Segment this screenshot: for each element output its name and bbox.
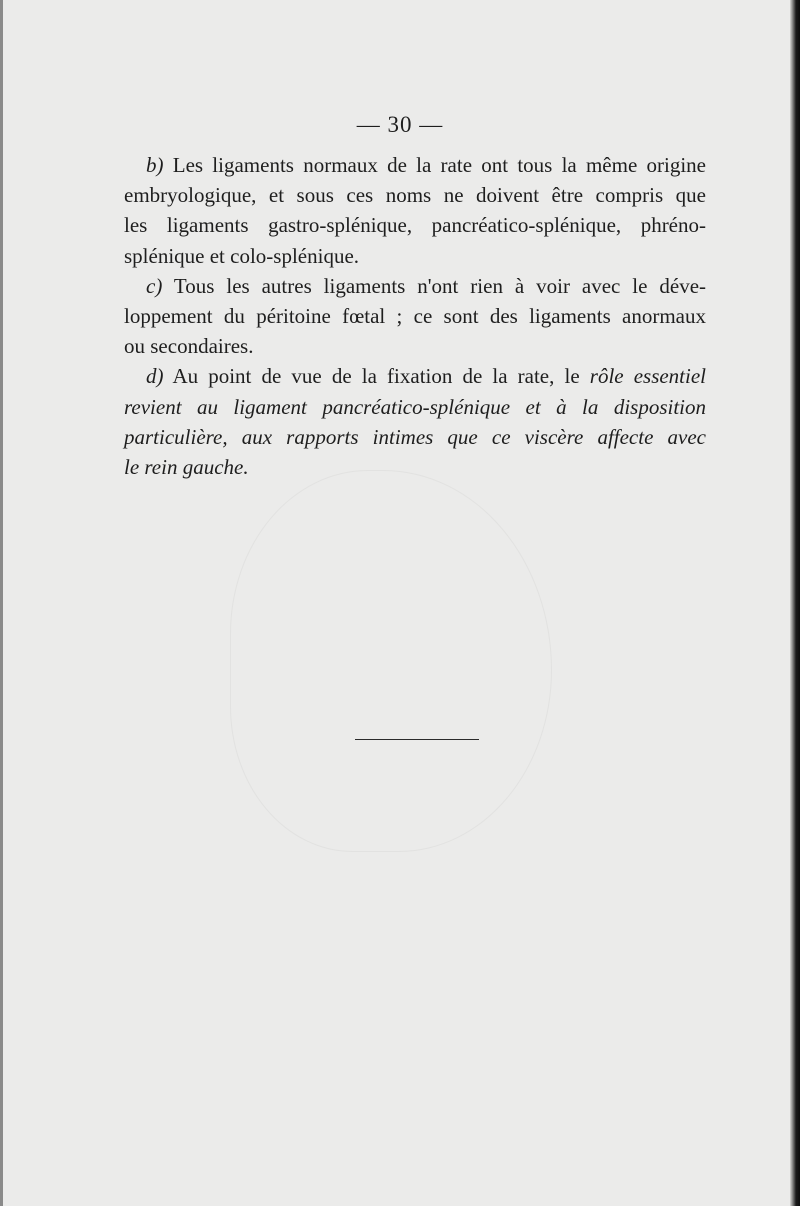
text-line: c) Tous les autres ligaments n'ont rien à voir avec le déve-	[146, 273, 707, 298]
text-line: embryologique, et sous ces noms ne doivent être compris que	[124, 183, 706, 208]
text-line: d) Au point de vue de la fixation de la rate, le rôle essentiel	[146, 364, 707, 389]
paragraph-label: d)	[146, 364, 164, 389]
page-left-edge	[0, 0, 3, 1206]
text-line: particulière, aux rapports intimes que ce viscère affecte avec	[124, 424, 706, 449]
text-line: b) Les ligaments normaux de la rate ont tous la même origine	[146, 153, 707, 177]
body-text	[124, 150, 706, 482]
text-line: revient au ligament pancréatico-splénique et à la disposition	[124, 394, 706, 419]
page-number: — 30 —	[356, 112, 444, 137]
text-line: les ligaments gastro-splénique, pancréatico-splénique, phréno-	[124, 213, 706, 238]
emphasis-text: rôle essentiel	[589, 364, 707, 389]
section-rule	[355, 739, 479, 740]
text-line: splénique et colo-splénique.	[124, 243, 360, 268]
paragraph-d	[124, 361, 706, 482]
text-line: le rein gauche.	[124, 455, 249, 480]
paragraph-b	[124, 150, 706, 271]
text-line: ou secondaires.	[124, 334, 254, 359]
paragraph-label: c)	[146, 273, 163, 298]
text-line: loppement du péritoine fœtal ; ce sont des ligaments anormaux	[124, 304, 706, 329]
paragraph-label: b)	[146, 153, 164, 177]
paragraph-c	[124, 271, 706, 362]
show-through-figure	[230, 470, 552, 852]
page-binding-edge	[790, 0, 800, 1206]
